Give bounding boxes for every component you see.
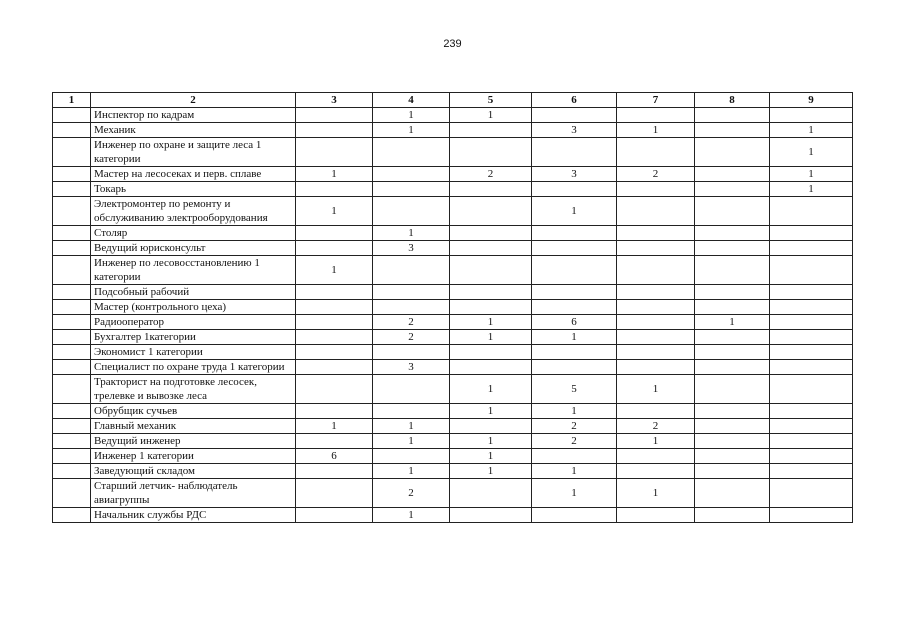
value-cell xyxy=(695,167,770,182)
value-cell xyxy=(770,464,853,479)
row-number-cell xyxy=(53,330,91,345)
position-name-cell: Специалист по охране труда 1 категории xyxy=(91,360,296,375)
value-cell: 1 xyxy=(695,315,770,330)
value-cell: 1 xyxy=(296,419,373,434)
value-cell xyxy=(450,226,532,241)
table-row xyxy=(53,285,853,300)
value-cell xyxy=(770,300,853,315)
value-cell: 1 xyxy=(450,404,532,419)
column-header: 3 xyxy=(296,93,373,108)
value-cell xyxy=(770,241,853,256)
position-name-cell: Главный механик xyxy=(91,419,296,434)
table-row xyxy=(53,479,853,508)
value-cell xyxy=(296,404,373,419)
table-body xyxy=(53,108,853,523)
value-cell xyxy=(695,508,770,523)
table-row xyxy=(53,108,853,123)
value-cell xyxy=(296,285,373,300)
position-name-cell: Подсобный рабочий xyxy=(91,285,296,300)
value-cell xyxy=(617,108,695,123)
row-number-cell xyxy=(53,434,91,449)
value-cell xyxy=(373,345,450,360)
value-cell: 3 xyxy=(532,167,617,182)
value-cell xyxy=(617,300,695,315)
value-cell xyxy=(532,360,617,375)
column-header: 1 xyxy=(53,93,91,108)
table-row xyxy=(53,434,853,449)
row-number-cell xyxy=(53,197,91,226)
value-cell xyxy=(450,182,532,197)
value-cell: 1 xyxy=(296,167,373,182)
value-cell xyxy=(770,419,853,434)
value-cell xyxy=(770,315,853,330)
value-cell xyxy=(373,285,450,300)
value-cell xyxy=(695,182,770,197)
value-cell xyxy=(296,434,373,449)
position-name-cell: Электромонтер по ремонту и обслуживанию электрооборудования xyxy=(91,197,296,226)
value-cell xyxy=(617,226,695,241)
value-cell xyxy=(532,285,617,300)
value-cell xyxy=(373,197,450,226)
value-cell xyxy=(617,360,695,375)
value-cell xyxy=(617,197,695,226)
position-name-cell: Ведущий инженер xyxy=(91,434,296,449)
value-cell xyxy=(532,108,617,123)
row-number-cell xyxy=(53,508,91,523)
value-cell xyxy=(695,226,770,241)
value-cell xyxy=(373,138,450,167)
position-name-cell: Обрубщик сучьев xyxy=(91,404,296,419)
value-cell xyxy=(532,300,617,315)
position-name-cell: Столяр xyxy=(91,226,296,241)
position-name-cell: Инженер 1 категории xyxy=(91,449,296,464)
row-number-cell xyxy=(53,300,91,315)
value-cell: 1 xyxy=(770,182,853,197)
table-row xyxy=(53,404,853,419)
table-row xyxy=(53,256,853,285)
column-header: 2 xyxy=(91,93,296,108)
value-cell xyxy=(532,226,617,241)
table-row xyxy=(53,123,853,138)
value-cell xyxy=(695,256,770,285)
position-name-cell: Бухгалтер 1категории xyxy=(91,330,296,345)
row-number-cell xyxy=(53,241,91,256)
position-name-cell: Инженер по лесовосстановлению 1 категории xyxy=(91,256,296,285)
position-name-cell: Инженер по охране и защите леса 1 категории xyxy=(91,138,296,167)
row-number-cell xyxy=(53,375,91,404)
value-cell xyxy=(770,256,853,285)
value-cell xyxy=(450,241,532,256)
value-cell: 1 xyxy=(296,197,373,226)
position-name-cell: Токарь xyxy=(91,182,296,197)
row-number-cell xyxy=(53,315,91,330)
position-name-cell: Радиооператор xyxy=(91,315,296,330)
value-cell: 1 xyxy=(450,315,532,330)
value-cell xyxy=(695,197,770,226)
value-cell: 1 xyxy=(373,226,450,241)
value-cell: 2 xyxy=(532,434,617,449)
value-cell xyxy=(296,300,373,315)
position-name-cell: Мастер на лесосеках и перв. сплаве xyxy=(91,167,296,182)
value-cell: 1 xyxy=(450,375,532,404)
value-cell xyxy=(695,345,770,360)
value-cell xyxy=(373,404,450,419)
table-row xyxy=(53,419,853,434)
value-cell: 2 xyxy=(617,167,695,182)
value-cell xyxy=(617,449,695,464)
table-row xyxy=(53,330,853,345)
value-cell xyxy=(770,108,853,123)
value-cell xyxy=(296,241,373,256)
value-cell xyxy=(695,330,770,345)
value-cell xyxy=(373,449,450,464)
value-cell xyxy=(617,138,695,167)
value-cell xyxy=(770,449,853,464)
value-cell: 1 xyxy=(532,464,617,479)
value-cell xyxy=(617,464,695,479)
value-cell xyxy=(532,449,617,464)
value-cell xyxy=(296,464,373,479)
value-cell xyxy=(532,508,617,523)
value-cell xyxy=(770,285,853,300)
value-cell xyxy=(695,449,770,464)
value-cell: 2 xyxy=(450,167,532,182)
table-row xyxy=(53,315,853,330)
value-cell: 2 xyxy=(373,330,450,345)
value-cell xyxy=(532,256,617,285)
table-row xyxy=(53,508,853,523)
value-cell: 1 xyxy=(532,330,617,345)
value-cell xyxy=(617,404,695,419)
header-row xyxy=(53,93,853,108)
value-cell xyxy=(450,138,532,167)
value-cell xyxy=(617,330,695,345)
value-cell xyxy=(373,256,450,285)
value-cell xyxy=(695,300,770,315)
column-header: 7 xyxy=(617,93,695,108)
table-row xyxy=(53,226,853,241)
table-row xyxy=(53,197,853,226)
value-cell xyxy=(770,508,853,523)
value-cell xyxy=(373,182,450,197)
column-header: 5 xyxy=(450,93,532,108)
value-cell: 1 xyxy=(532,479,617,508)
value-cell xyxy=(695,285,770,300)
position-name-cell: Заведующий складом xyxy=(91,464,296,479)
value-cell: 1 xyxy=(373,508,450,523)
value-cell: 1 xyxy=(532,404,617,419)
value-cell: 2 xyxy=(373,479,450,508)
value-cell: 3 xyxy=(532,123,617,138)
value-cell xyxy=(770,375,853,404)
table-row xyxy=(53,449,853,464)
value-cell xyxy=(617,241,695,256)
value-cell xyxy=(450,256,532,285)
value-cell xyxy=(532,182,617,197)
value-cell xyxy=(770,434,853,449)
value-cell xyxy=(617,256,695,285)
table-row xyxy=(53,375,853,404)
value-cell xyxy=(373,167,450,182)
value-cell xyxy=(617,182,695,197)
page-number: 239 xyxy=(443,38,462,50)
table-row xyxy=(53,241,853,256)
value-cell xyxy=(532,138,617,167)
table-row xyxy=(53,464,853,479)
value-cell xyxy=(296,138,373,167)
value-cell xyxy=(296,479,373,508)
value-cell xyxy=(770,345,853,360)
value-cell: 1 xyxy=(450,449,532,464)
row-number-cell xyxy=(53,182,91,197)
value-cell xyxy=(695,123,770,138)
value-cell xyxy=(296,108,373,123)
value-cell: 1 xyxy=(770,123,853,138)
table-row xyxy=(53,345,853,360)
value-cell: 1 xyxy=(450,108,532,123)
column-header: 6 xyxy=(532,93,617,108)
value-cell: 2 xyxy=(532,419,617,434)
value-cell: 1 xyxy=(373,108,450,123)
row-number-cell xyxy=(53,256,91,285)
value-cell: 6 xyxy=(296,449,373,464)
staff-table xyxy=(52,92,853,523)
value-cell xyxy=(695,464,770,479)
value-cell xyxy=(695,241,770,256)
column-header: 4 xyxy=(373,93,450,108)
value-cell xyxy=(770,404,853,419)
value-cell xyxy=(296,508,373,523)
value-cell: 1 xyxy=(617,479,695,508)
value-cell xyxy=(450,197,532,226)
position-name-cell: Мастер (контрольного цеха) xyxy=(91,300,296,315)
value-cell xyxy=(770,479,853,508)
value-cell xyxy=(617,345,695,360)
column-header: 8 xyxy=(695,93,770,108)
position-name-cell: Инспектор по кадрам xyxy=(91,108,296,123)
table-row xyxy=(53,360,853,375)
position-name-cell: Ведущий юрисконсульт xyxy=(91,241,296,256)
row-number-cell xyxy=(53,464,91,479)
value-cell: 1 xyxy=(373,434,450,449)
value-cell: 2 xyxy=(373,315,450,330)
value-cell: 1 xyxy=(373,464,450,479)
value-cell xyxy=(695,375,770,404)
row-number-cell xyxy=(53,404,91,419)
value-cell xyxy=(770,330,853,345)
value-cell xyxy=(296,123,373,138)
table-row xyxy=(53,167,853,182)
value-cell xyxy=(296,315,373,330)
row-number-cell xyxy=(53,226,91,241)
value-cell: 5 xyxy=(532,375,617,404)
value-cell xyxy=(695,479,770,508)
value-cell xyxy=(695,404,770,419)
row-number-cell xyxy=(53,419,91,434)
value-cell xyxy=(770,226,853,241)
value-cell xyxy=(296,345,373,360)
value-cell: 1 xyxy=(617,434,695,449)
value-cell xyxy=(296,182,373,197)
value-cell: 1 xyxy=(450,464,532,479)
value-cell: 1 xyxy=(373,123,450,138)
table-row xyxy=(53,182,853,197)
value-cell: 3 xyxy=(373,360,450,375)
table-row xyxy=(53,138,853,167)
value-cell: 1 xyxy=(532,197,617,226)
value-cell xyxy=(617,285,695,300)
value-cell: 1 xyxy=(617,123,695,138)
value-cell xyxy=(450,345,532,360)
position-name-cell: Тракторист на подготовке лесосек, трелевке и вывозке леса xyxy=(91,375,296,404)
position-name-cell: Начальник службы РДС xyxy=(91,508,296,523)
row-number-cell xyxy=(53,123,91,138)
row-number-cell xyxy=(53,345,91,360)
value-cell xyxy=(532,345,617,360)
value-cell xyxy=(450,123,532,138)
value-cell xyxy=(695,419,770,434)
value-cell xyxy=(617,315,695,330)
row-number-cell xyxy=(53,449,91,464)
value-cell: 3 xyxy=(373,241,450,256)
row-number-cell xyxy=(53,360,91,375)
row-number-cell xyxy=(53,479,91,508)
value-cell xyxy=(450,300,532,315)
value-cell: 1 xyxy=(296,256,373,285)
value-cell: 1 xyxy=(770,167,853,182)
row-number-cell xyxy=(53,108,91,123)
value-cell xyxy=(695,360,770,375)
value-cell xyxy=(450,479,532,508)
row-number-cell xyxy=(53,285,91,300)
position-name-cell: Экономист 1 категории xyxy=(91,345,296,360)
value-cell: 2 xyxy=(617,419,695,434)
value-cell xyxy=(296,330,373,345)
value-cell xyxy=(450,419,532,434)
value-cell: 1 xyxy=(617,375,695,404)
value-cell xyxy=(770,360,853,375)
value-cell: 1 xyxy=(373,419,450,434)
value-cell xyxy=(770,197,853,226)
value-cell xyxy=(373,300,450,315)
value-cell xyxy=(296,375,373,404)
value-cell xyxy=(296,360,373,375)
column-header: 9 xyxy=(770,93,853,108)
value-cell: 1 xyxy=(770,138,853,167)
value-cell xyxy=(373,375,450,404)
value-cell xyxy=(617,508,695,523)
position-name-cell: Старший летчик- наблюдатель авиагруппы xyxy=(91,479,296,508)
value-cell xyxy=(532,241,617,256)
value-cell xyxy=(695,434,770,449)
value-cell xyxy=(296,226,373,241)
value-cell: 1 xyxy=(450,330,532,345)
value-cell xyxy=(450,508,532,523)
value-cell xyxy=(695,108,770,123)
row-number-cell xyxy=(53,167,91,182)
table-row xyxy=(53,300,853,315)
value-cell xyxy=(695,138,770,167)
position-name-cell: Механик xyxy=(91,123,296,138)
value-cell: 6 xyxy=(532,315,617,330)
value-cell xyxy=(450,360,532,375)
value-cell: 1 xyxy=(450,434,532,449)
row-number-cell xyxy=(53,138,91,167)
value-cell xyxy=(450,285,532,300)
